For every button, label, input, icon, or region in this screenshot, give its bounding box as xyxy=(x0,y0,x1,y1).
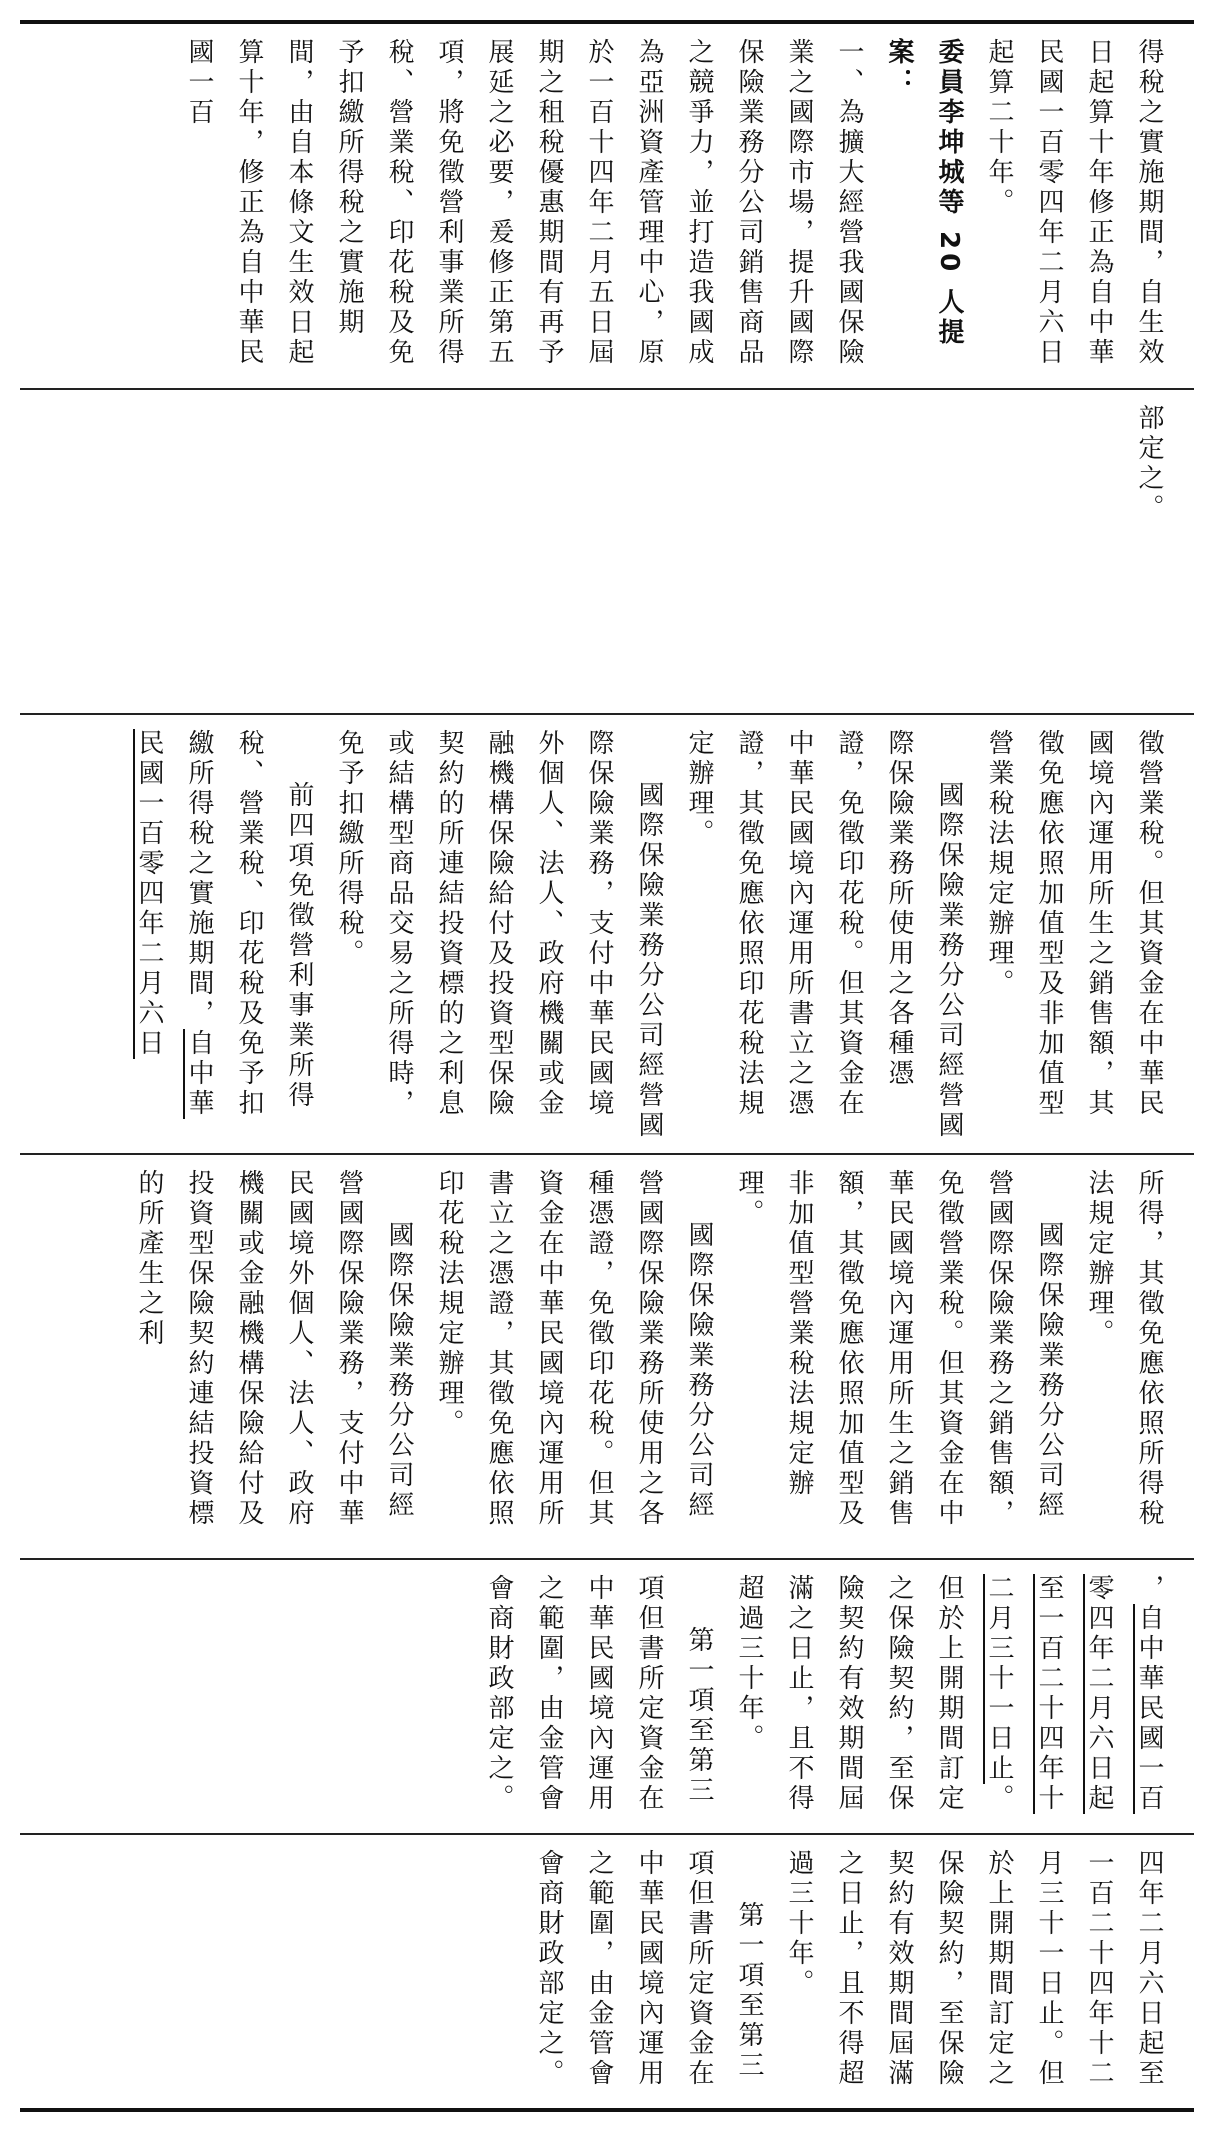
text-segment: 國際保險業務分公司經營國際保險業務所使用之各種憑證，免徵印花稅。但其資金在中華民國境內運用所書立之憑證，其徵免應依照印花稅法規定辦理。 xyxy=(684,729,964,1141)
text-segment: 第一項至第三項但書所定資金在中華民國境內運用之範圍，由金管會會商財政部定之。 xyxy=(534,1849,764,2089)
vertical-text-block xyxy=(124,729,1174,1145)
text-segment: 四年二月六日起至一百二十四年十二月三十一日止。但於上開期間訂定之保險契約，至保險契約有效期間屆滿之日止，且不得超過三十年。 xyxy=(784,1849,1164,2089)
vertical-text-block xyxy=(1124,404,1174,705)
paragraph xyxy=(724,1574,1174,1825)
text-segment: 得稅之實施期間，自生效日起算十年修正為自中華民國一百零四年二月六日起算二十年。 xyxy=(984,38,1164,368)
vertical-text-block xyxy=(524,1849,1174,2100)
table-row-amended-text xyxy=(20,715,1194,1153)
paragraph xyxy=(724,1169,1074,1550)
vertical-text-block xyxy=(474,1574,1174,1825)
text-segment: 部定之。 xyxy=(1134,404,1164,524)
paragraph xyxy=(1124,404,1174,705)
amended-phrase: 自中華民國一百零四年二月六日 xyxy=(134,729,214,1119)
amended-phrase: 自中華民國一百零四年二月六日起至一百二十四年十二月三十一日止 xyxy=(984,1574,1164,1814)
paragraph xyxy=(324,729,674,1145)
text-segment: 國際保險業務分公司經營國際保險業務所使用之各種憑證，免徵印花稅。但其資金在中華民國境內運用所書立之憑證，其徵免應依照印花稅法規定辦理。 xyxy=(434,1169,714,1529)
text-segment: 所得，其徵免應依照所得稅法規定辦理。 xyxy=(1084,1169,1164,1529)
paragraph xyxy=(774,1849,1174,2100)
vertical-text-block xyxy=(124,1169,1174,1550)
text-segment: 。但於上開期間訂定之保險契約，至保險契約有效期間屆滿之日止，且不得超過三十年。 xyxy=(734,1574,1014,1814)
text-segment: 一、為擴大經營我國保險業之國際市場，提升國際保險業務分公司銷售商品之競爭力，並打造我國成為亞洲資產管理中心，原於一百十四年二月五日屆期之租稅優惠期間有再予展延之必要，爰修正第五項，將免徵營利事業所得稅、營業稅、印花稅及免予扣繳所得稅之實施期間，由自本條文生效日起算十年，修正為自中華民國一百 xyxy=(184,38,864,368)
paragraph xyxy=(424,1169,724,1550)
paragraph xyxy=(174,38,874,380)
text-segment: 國際保險業務分公司經營國際保險業務，支付中華民國境外個人、法人、政府機關或金融機構保險給付及投資型保險契約的所連結投資標的之利息或結構型商品交易之所得時，免予扣繳所得稅。 xyxy=(334,729,664,1141)
paragraph xyxy=(974,38,1174,380)
paragraph xyxy=(674,729,974,1145)
paragraph xyxy=(974,729,1174,1145)
text-segment: 徵營業稅。但其資金在中華民國境內運用所生之銷售額，其徵免應依照加值型及非加值型營業稅法規定辦理。 xyxy=(984,729,1164,1119)
table-row-current-text xyxy=(20,1155,1194,1558)
paragraph xyxy=(874,38,974,380)
paragraph xyxy=(124,729,324,1145)
paragraph xyxy=(124,1169,424,1550)
paragraph xyxy=(474,1574,724,1825)
table-row-continuation xyxy=(20,390,1194,713)
text-segment: 第一項至第三項但書所定資金在中華民國境內運用之範圍，由金管會會商財政部定之。 xyxy=(484,1574,714,1814)
text-segment: ， xyxy=(1134,1574,1164,1604)
paragraph xyxy=(1074,1169,1174,1550)
table-bottom-rule xyxy=(20,2108,1194,2112)
table-row-amended-clause xyxy=(20,1560,1194,1833)
vertical-text-block xyxy=(174,38,1174,380)
text-segment: 國際保險業務分公司經營國際保險業務之銷售額，免徵營業稅。但其資金在中華民國境內運用所生之銷售額，其徵免應依照加值型及非加值型營業稅法規定辦理。 xyxy=(734,1169,1064,1529)
text-segment: 前四項免徵營利事業所得稅、營業稅、印花稅及免予扣繳所得稅之實施期間， xyxy=(184,729,314,1119)
table-row-current-clause xyxy=(20,1835,1194,2108)
proposal-heading: 委員李坤城等 20 人提案： xyxy=(884,38,964,349)
paragraph xyxy=(524,1849,774,2100)
table-row-proposal-note xyxy=(20,24,1194,388)
text-segment: 國際保險業務分公司經營國際保險業務，支付中華民國境外個人、法人、政府機關或金融機構保險給付及投資型保險契約連結投資標的所產生之利 xyxy=(134,1169,414,1529)
